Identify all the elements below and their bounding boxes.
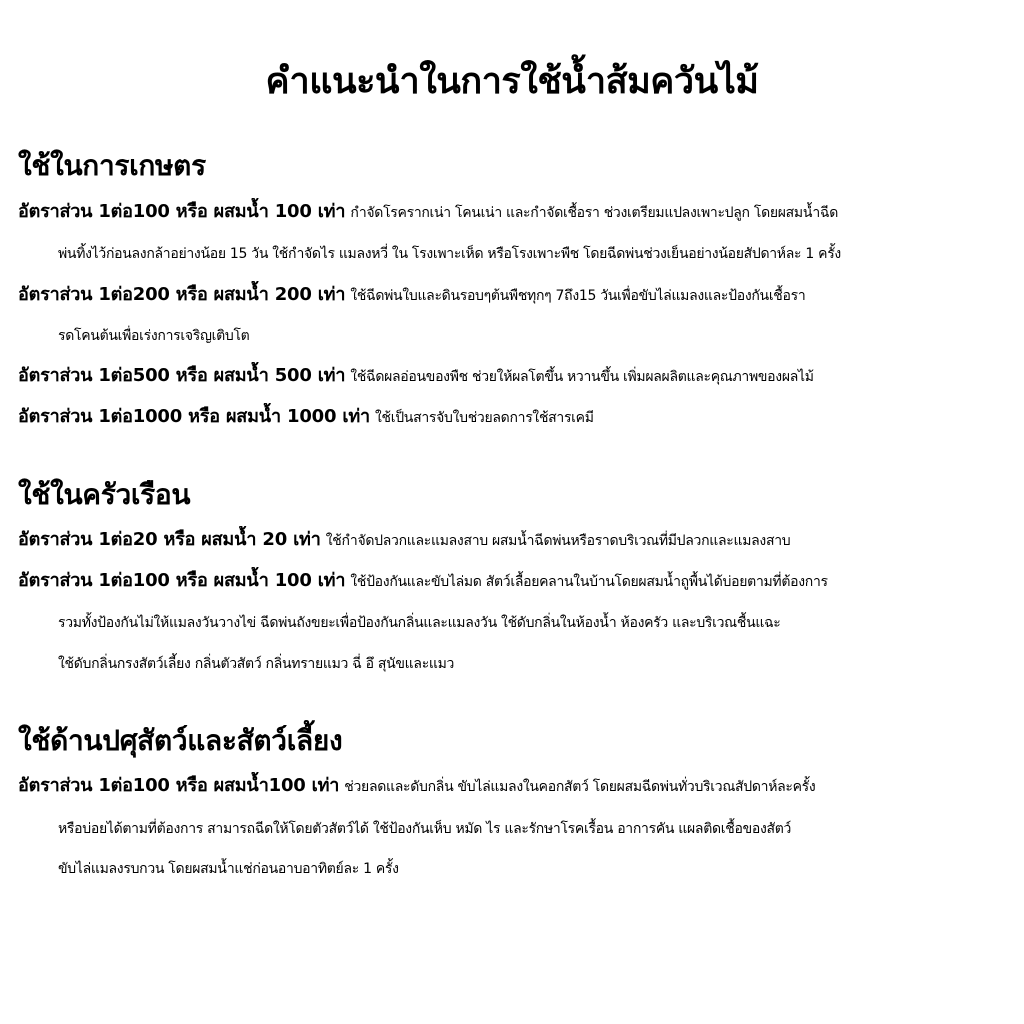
usage-text: ใช้ป้องกันและขับไล่มด สัตว์เลื้อยคลานในบ้านโดยผสมน้ำถูพื้นได้บ่อยตามที่ต้องการ (350, 574, 828, 590)
entry-ratio-line (18, 281, 805, 309)
usage-continuation (58, 608, 781, 636)
usage-text: ขับไล่แมลงรบกวน โดยผสมน้ำแช่ก่อนอาบอาทิตย์ละ 1 ครั้ง (58, 861, 399, 877)
usage-text: ใช้กำจัดปลวกและแมลงสาบ ผสมน้ำฉีดพ่นหรือราดบริเวณที่มีปลวกและแมลงสาบ (325, 533, 791, 549)
usage-text: ใช้เป็นสารจับใบช่วยลดการใช้สารเคมี (375, 410, 594, 426)
usage-text: ใช้ดับกลิ่นกรงสัตว์เลี้ยง กลิ่นตัวสัตว์ กลิ่นทรายแมว ฉี่ อึ สุนัขและแมว (58, 656, 455, 672)
usage-text: กำจัดโรครากเน่า โคนเน่า และกำจัดเชื้อรา ช่วงเตรียมแปลงเพาะปลูก โดยผสมน้ำฉีด (350, 205, 839, 221)
entry-ratio-line (18, 772, 815, 800)
ratio-label: อัตราส่วน 1ต่อ100 หรือ ผสมน้ำ 100 เท่า (18, 201, 346, 222)
ratio-label: อัตราส่วน 1ต่อ1000 หรือ ผสมน้ำ 1000 เท่า (18, 406, 370, 427)
ratio-label: อัตราส่วน 1ต่อ100 หรือ ผสมน้ำ100 เท่า (18, 775, 340, 796)
usage-text: รดโคนต้นเพื่อเร่งการเจริญเติบโต (58, 328, 250, 344)
usage-text: พ่นทิ้งไว้ก่อนลงกล้าอย่างน้อย 15 วัน ใช้กำจัดไร แมลงหวี่ ใน โรงเพาะเห็ด หรือโรงเพาะพืช โดยฉีดพ่นช่วงเย็นอย่างน้อยสัปดาห์ละ 1 ครั้ง (58, 246, 841, 262)
usage-continuation (58, 854, 399, 882)
usage-continuation (58, 814, 791, 842)
ratio-label: อัตราส่วน 1ต่อ20 หรือ ผสมน้ำ 20 เท่า (18, 529, 321, 550)
section-heading-agriculture: ใช้ในการเกษตร (18, 149, 206, 182)
usage-continuation (58, 321, 249, 349)
entry-ratio-line (18, 362, 814, 390)
usage-continuation (58, 649, 454, 677)
usage-continuation (58, 239, 841, 267)
usage-text: หรือบ่อยได้ตามที่ต้องการ สามารถฉีดให้โดยตัวสัตว์ได้ ใช้ป้องกันเห็บ หมัด ไร และรักษาโรคเรื้อน อาการคัน แผลติดเชื้อของสัตว์ (58, 821, 792, 837)
usage-text: รวมทั้งป้องกันไม่ให้แมลงวันวางไข่ ฉีดพ่นถังขยะเพื่อป้องกันกลิ่นและแมลงวัน ใช้ดับกลิ่นในห้องน้ำ ห้องครัว และบริเวณชื้นแฉะ (58, 615, 781, 631)
ratio-label: อัตราส่วน 1ต่อ200 หรือ ผสมน้ำ 200 เท่า (18, 284, 346, 305)
entry-ratio-line (18, 567, 828, 595)
page-title: คำแนะนำในการใช้น้ำส้มควันไม้ (265, 61, 759, 102)
usage-text: ใช้ฉีดพ่นใบและดินรอบๆต้นพืชทุกๆ 7ถึง15 วันเพื่อขับไล่แมลงและป้องกันเชื้อรา (350, 288, 806, 304)
entry-ratio-line (18, 526, 790, 554)
usage-text: ใช้ฉีดผลอ่อนของพืช ช่วยให้ผลโตขึ้น หวานขึ้น เพิ่มผลผลิตและคุณภาพของผลไม้ (350, 369, 814, 385)
section-heading-household: ใช้ในครัวเรือน (18, 478, 191, 511)
entry-ratio-line (18, 403, 594, 431)
entry-ratio-line (18, 198, 838, 226)
ratio-label: อัตราส่วน 1ต่อ100 หรือ ผสมน้ำ 100 เท่า (18, 570, 346, 591)
section-heading-livestock: ใช้ด้านปศุสัตว์และสัตว์เลี้ยง (18, 724, 343, 757)
usage-text: ช่วยลดและดับกลิ่น ขับไล่แมลงในคอกสัตว์ โดยผสมฉีดพ่นทั่วบริเวณสัปดาห์ละครั้ง (344, 779, 816, 795)
ratio-label: อัตราส่วน 1ต่อ500 หรือ ผสมน้ำ 500 เท่า (18, 365, 346, 386)
